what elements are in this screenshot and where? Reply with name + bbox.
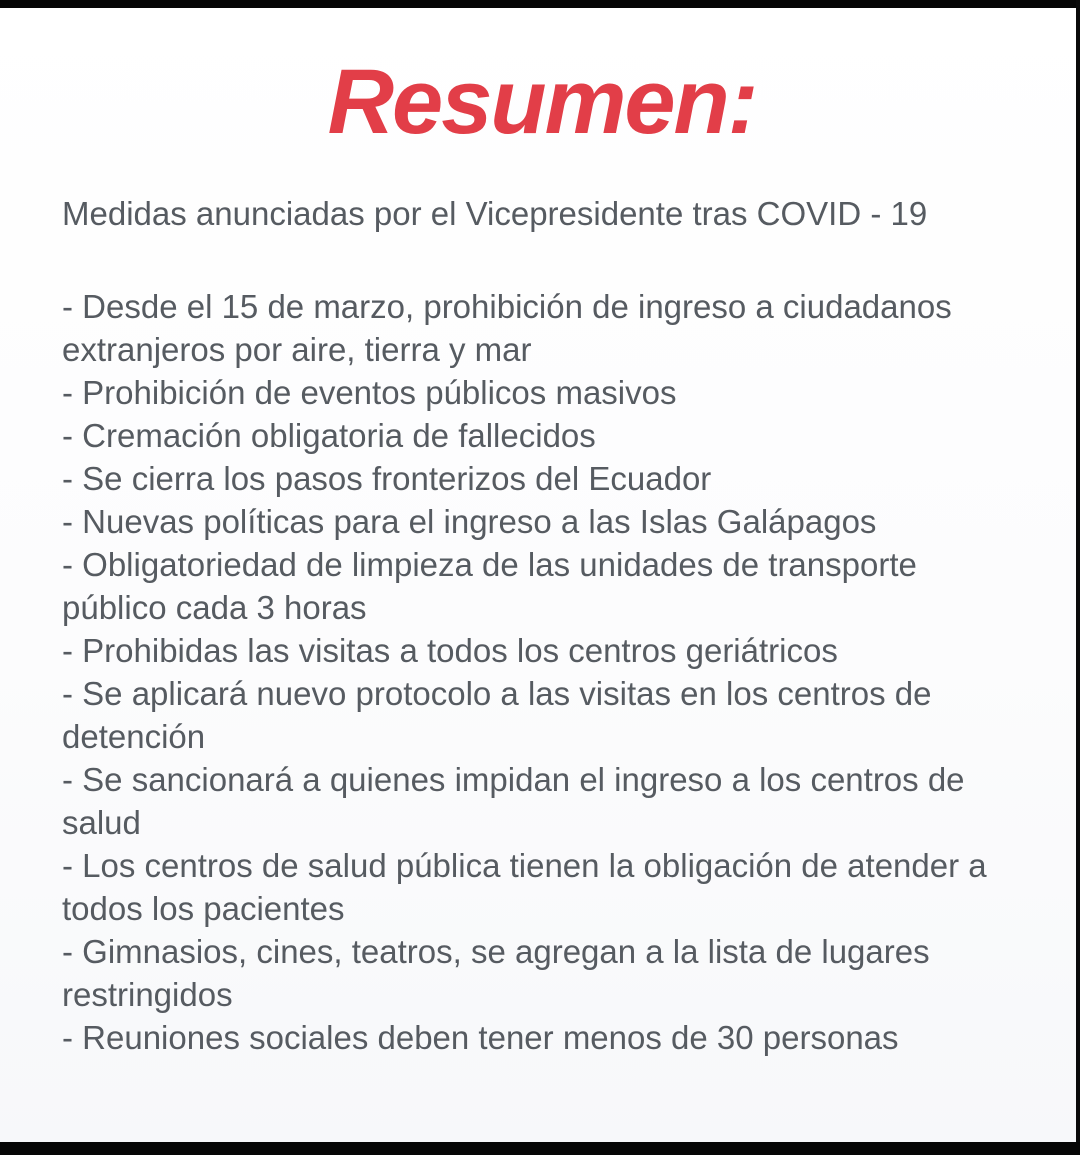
- announcement-body: [0, 8, 1080, 1059]
- list-item: - Reuniones sociales deben tener menos de 30 personas: [62, 1019, 899, 1056]
- list-item: - Prohibidas las visitas a todos los centros geriátricos: [62, 632, 838, 669]
- right-edge-bar: [1076, 0, 1080, 1155]
- list-item: - Cremación obligatoria de fallecidos: [62, 417, 596, 454]
- list-item: - Se cierra los pasos fronterizos del Ecuador: [62, 460, 712, 497]
- page-title: Resumen:: [327, 51, 757, 153]
- list-item: - Se aplicará nuevo protocolo a las visitas en los centros de detención: [62, 675, 932, 755]
- list-item: - Los centros de salud pública tienen la obligación de atender a todos los pacientes: [62, 847, 987, 927]
- list-item: - Gimnasios, cines, teatros, se agregan a la lista de lugares restringidos: [62, 933, 930, 1013]
- letterbox-bottom-bar: [0, 1142, 1080, 1155]
- list-item: - Prohibición de eventos públicos masivos: [62, 374, 677, 411]
- subtitle: Medidas anunciadas por el Vicepresidente tras COVID - 19: [62, 195, 928, 232]
- list-item: - Nuevas políticas para el ingreso a las Islas Galápagos: [62, 503, 877, 540]
- list-item: - Desde el 15 de marzo, prohibición de ingreso a ciudadanos extranjeros por aire, tierra y mar: [62, 288, 952, 368]
- letterbox-top-bar: [0, 0, 1080, 8]
- list-item: - Se sancionará a quienes impidan el ingreso a los centros de salud: [62, 761, 965, 841]
- measures-list: [62, 285, 1022, 1059]
- list-item: - Obligatoriedad de limpieza de las unidades de transporte público cada 3 horas: [62, 546, 917, 626]
